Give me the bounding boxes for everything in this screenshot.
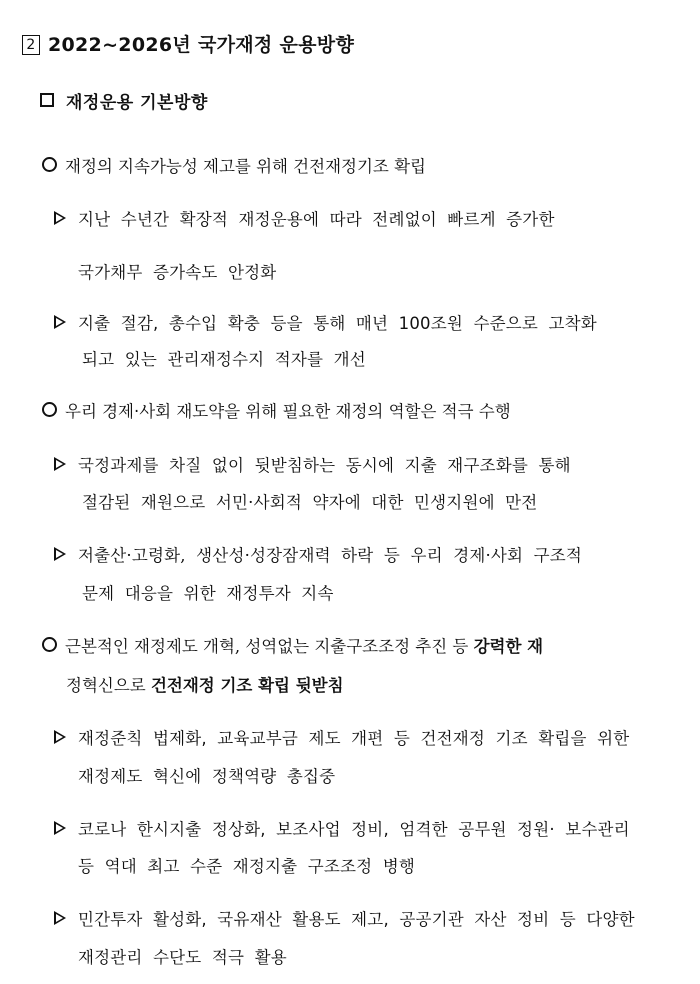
sub-point-line: 코로나 한시지출 정상화, 보조사업 정비, 엄격한 공무원 정원· 보수관리 <box>78 820 630 839</box>
sub-point-line: 지난 수년간 확장적 재정운용에 따라 전례없이 빠르게 증가한 <box>78 210 555 229</box>
sub-point-2-2 <box>54 542 582 566</box>
point-3 <box>42 633 543 657</box>
sub-point-line: 저출산·고령화, 생산성·성장잠재력 하락 등 우리 경제·사회 구조적 <box>78 546 583 565</box>
sub-point-1-2-cont: 되고 있는 관리재정수지 적자를 개선 <box>82 350 366 369</box>
sub-point-3-2 <box>54 816 630 840</box>
sub-point-3-3-cont: 재정관리 수단도 적극 활용 <box>78 948 287 967</box>
square-bullet-icon <box>40 93 54 107</box>
boxed-number-icon: 2 <box>22 35 40 55</box>
point-text-normal: 정혁신으로 <box>66 676 151 695</box>
subsection-title: 재정운용 기본방향 <box>66 93 208 113</box>
sub-point-3-2-cont: 등 역대 최고 수준 재정지출 구조조정 병행 <box>78 857 416 876</box>
point-1 <box>42 153 426 177</box>
point-text-normal: 근본적인 재정제도 개혁, 성역없는 지출구조조정 추진 등 <box>65 637 474 656</box>
triangle-bullet-icon <box>54 911 66 925</box>
sub-point-3-3 <box>54 906 635 930</box>
point-text: 우리 경제·사회 재도약을 위해 필요한 재정의 역할은 적극 수행 <box>65 402 511 421</box>
point-text-bold: 강력한 재 <box>473 637 544 656</box>
sub-point-3-1-cont: 재정제도 혁신에 정책역량 총집중 <box>78 767 336 786</box>
sub-point-2-2-cont: 문제 대응을 위한 재정투자 지속 <box>82 584 334 603</box>
circle-bullet-icon <box>42 157 57 172</box>
point-3-cont <box>66 672 344 696</box>
triangle-bullet-icon <box>54 457 66 471</box>
triangle-bullet-icon <box>54 821 66 835</box>
sub-point-2-1-cont: 절감된 재원으로 서민·사회적 약자에 대한 민생지원에 만전 <box>82 493 538 512</box>
triangle-bullet-icon <box>54 730 66 744</box>
circle-bullet-icon <box>42 402 57 417</box>
sub-point-line: 재정준칙 법제화, 교육교부금 제도 개편 등 건전재정 기조 확립을 위한 <box>78 729 630 748</box>
sub-point-line: 민간투자 활성화, 국유재산 활용도 제고, 공공기관 자산 정비 등 다양한 <box>78 910 635 929</box>
point-text: 재정의 지속가능성 제고를 위해 건전재정기조 확립 <box>65 157 426 176</box>
subsection-heading <box>40 88 208 113</box>
section-title: 2022~2026년 국가재정 운용방향 <box>48 34 355 56</box>
triangle-bullet-icon <box>54 315 66 329</box>
point-text-bold: 건전재정 기조 확립 뒷받침 <box>150 676 344 695</box>
triangle-bullet-icon <box>54 547 66 561</box>
sub-point-line: 지출 절감, 총수입 확충 등을 통해 매년 100조원 수준으로 고착화 <box>78 314 597 333</box>
point-2 <box>42 398 511 422</box>
section-heading <box>22 30 354 57</box>
sub-point-3-1 <box>54 725 629 749</box>
sub-point-line: 국정과제를 차질 없이 뒷받침하는 동시에 지출 재구조화를 통해 <box>78 456 571 475</box>
sub-point-1-2 <box>54 310 597 334</box>
sub-point-2-1 <box>54 452 571 476</box>
triangle-bullet-icon <box>54 211 66 225</box>
sub-point-1-1-cont: 국가채무 증가속도 안정화 <box>78 263 277 282</box>
circle-bullet-icon <box>42 637 57 652</box>
sub-point-1-1 <box>54 206 555 230</box>
